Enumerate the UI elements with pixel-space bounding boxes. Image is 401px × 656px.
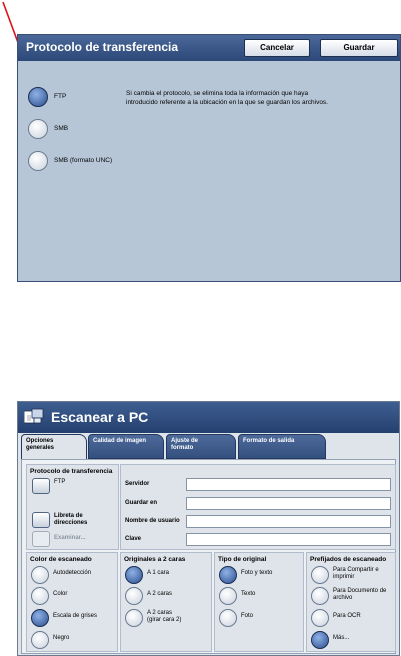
- option-text[interactable]: [219, 587, 307, 607]
- option-archive[interactable]: [311, 587, 399, 607]
- option-more[interactable]: [311, 631, 399, 651]
- radio-button[interactable]: [311, 587, 329, 605]
- option-2-sided-rotate[interactable]: [125, 609, 213, 629]
- radio-button[interactable]: [219, 587, 237, 605]
- protocol-section: [26, 464, 119, 550]
- label-line: imprimir: [333, 574, 355, 580]
- label-line: A 2 caras: [147, 610, 173, 616]
- scan-presets-group: [306, 552, 396, 652]
- radio-button[interactable]: [125, 609, 143, 627]
- browse-label: Examinar...: [54, 535, 86, 541]
- tab-output-format[interactable]: [238, 434, 326, 459]
- address-book-label: [54, 513, 87, 527]
- option-label: [333, 588, 386, 602]
- tab-label: Opciones: [26, 438, 54, 444]
- scan-color-group: [26, 552, 118, 652]
- save-in-input[interactable]: [186, 497, 391, 510]
- tab-content: [21, 459, 396, 654]
- radio-button[interactable]: [125, 587, 143, 605]
- radio-ftp[interactable]: [28, 87, 48, 107]
- option-smb[interactable]: [28, 119, 228, 141]
- radio-button[interactable]: [31, 587, 49, 605]
- option-label: Color: [53, 591, 68, 597]
- panel-header: [18, 35, 400, 61]
- option-label: SMB (formato UNC): [54, 157, 113, 164]
- address-book-button[interactable]: [32, 512, 50, 528]
- option-label: Autodetección: [53, 570, 92, 576]
- tab-label: formato: [171, 445, 194, 451]
- panel-title: Escanear a PC: [51, 409, 149, 425]
- tab-label: generales: [26, 445, 55, 451]
- option-label: Texto: [241, 591, 256, 597]
- option-photo-text[interactable]: [219, 566, 307, 586]
- section-title: Prefijados de escaneado: [310, 556, 387, 563]
- radio-button[interactable]: [31, 609, 49, 627]
- radio-button[interactable]: [31, 631, 49, 649]
- username-input[interactable]: [186, 515, 391, 528]
- option-label: SMB: [54, 125, 69, 132]
- option-ocr[interactable]: [311, 609, 399, 629]
- radio-button[interactable]: [31, 566, 49, 584]
- option-label: Foto y texto: [241, 570, 273, 576]
- radio-smb-unc[interactable]: [28, 151, 48, 171]
- option-label: A 2 caras: [147, 591, 173, 597]
- panel-header: [18, 402, 399, 433]
- option-grayscale[interactable]: [31, 609, 119, 629]
- transfer-protocol-panel: [17, 34, 401, 282]
- option-label: FTP: [54, 93, 67, 100]
- scan-to-pc-icon: [24, 408, 44, 426]
- label-line: (girar cara 2): [147, 617, 182, 623]
- info-line: introducido referente a la ubicación en la que se guardan los archivos.: [126, 99, 328, 106]
- tab-general-options[interactable]: [21, 434, 87, 460]
- tab-label: Calidad de imagen: [93, 438, 147, 444]
- section-title: Originales a 2 caras: [124, 556, 186, 563]
- label-line: direcciones: [54, 520, 88, 526]
- option-black[interactable]: [31, 631, 119, 651]
- info-line: Si cambia el protocolo, se elimina toda la información que haya: [126, 90, 309, 97]
- section-title: Color de escaneado: [30, 556, 92, 563]
- original-type-group: [214, 552, 304, 652]
- option-label: Negro: [53, 635, 70, 641]
- option-color[interactable]: [31, 587, 119, 607]
- radio-smb[interactable]: [28, 119, 48, 139]
- password-label: Clave: [125, 536, 142, 542]
- option-label: Foto: [241, 613, 254, 619]
- radio-button[interactable]: [311, 609, 329, 627]
- server-fields-section: [120, 464, 396, 550]
- browse-button[interactable]: [32, 531, 50, 547]
- option-auto-detect[interactable]: [31, 566, 119, 586]
- radio-button[interactable]: [125, 566, 143, 584]
- option-2-sided[interactable]: [125, 587, 213, 607]
- option-1-sided[interactable]: [125, 566, 213, 586]
- save-in-label: Guardar en: [125, 500, 158, 506]
- label-line: Libreta de: [54, 513, 83, 519]
- radio-button[interactable]: [219, 566, 237, 584]
- tab-label: Ajuste de: [171, 438, 199, 444]
- section-title: Tipo de original: [218, 556, 267, 563]
- label-line: Para Compartir e: [333, 567, 379, 573]
- option-label: Más...: [333, 635, 350, 641]
- ftp-button[interactable]: [32, 478, 50, 494]
- server-label: Servidor: [125, 481, 150, 487]
- panel-title: Protocolo de transferencia: [26, 40, 179, 54]
- option-label: [333, 567, 379, 581]
- option-label: A 1 cara: [147, 570, 170, 576]
- ftp-label: FTP: [54, 479, 66, 485]
- radio-button[interactable]: [219, 609, 237, 627]
- password-input[interactable]: [186, 533, 391, 546]
- label-line: archivo: [333, 595, 353, 601]
- username-label: Nombre de usuario: [125, 518, 180, 524]
- section-title: Protocolo de transferencia: [30, 468, 113, 475]
- option-label: Escala de grises: [53, 613, 98, 619]
- radio-button[interactable]: [311, 631, 329, 649]
- two-sided-group: [120, 552, 212, 652]
- option-share-print[interactable]: [311, 566, 399, 586]
- info-message: [126, 89, 351, 107]
- radio-button[interactable]: [311, 566, 329, 584]
- server-input[interactable]: [186, 478, 391, 491]
- save-button[interactable]: Guardar: [320, 39, 398, 57]
- label-line: Para Documento de: [333, 588, 387, 594]
- scan-to-pc-panel: [17, 401, 400, 656]
- cancel-button[interactable]: Cancelar: [244, 39, 310, 57]
- option-label: Para OCR: [333, 613, 361, 619]
- tab-layout-adjustment[interactable]: [166, 434, 236, 459]
- tab-image-quality[interactable]: [88, 434, 164, 459]
- option-photo[interactable]: [219, 609, 307, 629]
- option-label: [147, 610, 181, 624]
- tab-label: Formato de salida: [243, 438, 295, 444]
- option-smb-unc[interactable]: [28, 151, 228, 173]
